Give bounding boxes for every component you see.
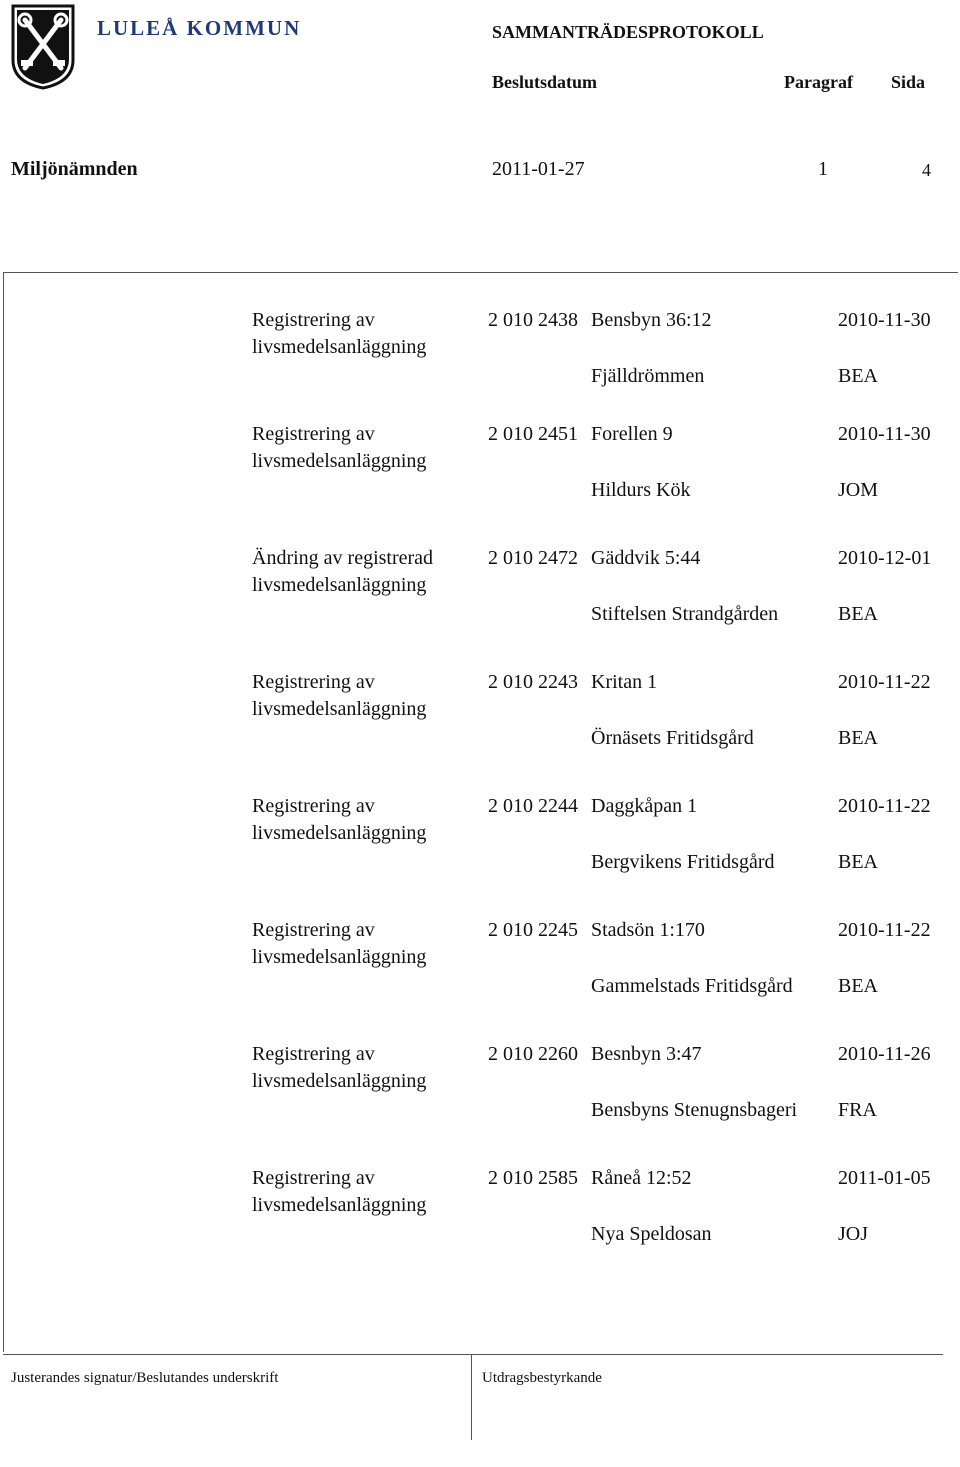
officer-code: BEA: [838, 727, 878, 749]
officer-code: BEA: [838, 603, 878, 625]
officer-code: FRA: [838, 1099, 877, 1121]
establishment-name: Nya Speldosan: [591, 1223, 712, 1245]
content-frame-top-border: [3, 272, 958, 273]
establishment-name: Hildurs Kök: [591, 479, 691, 501]
paragraph-header: Paragraf: [784, 72, 853, 92]
entry-date: 2010-11-30: [838, 423, 931, 445]
document-title: SAMMANTRÄDESPROTOKOLL: [492, 22, 764, 42]
property-designation: Råneå 12:52: [591, 1167, 692, 1189]
certification-label: Utdragsbestyrkande: [482, 1370, 602, 1386]
list-item: [0, 423, 960, 547]
officer-code: BEA: [838, 851, 878, 873]
entry-title-line1: Registrering av: [252, 795, 375, 817]
establishment-name: Fjälldrömmen: [591, 365, 705, 387]
property-designation: Forellen 9: [591, 423, 673, 445]
list-item: [0, 1043, 960, 1167]
officer-code: BEA: [838, 365, 878, 387]
entry-date: 2010-12-01: [838, 547, 932, 569]
entry-title-line1: Registrering av: [252, 309, 375, 331]
signature-box-top-border: [3, 1354, 943, 1355]
case-number: 2 010 2260: [488, 1043, 578, 1065]
entry-title-line2: livsmedelsanläggning: [252, 822, 427, 844]
list-item: [0, 919, 960, 1043]
entry-date: 2010-11-22: [838, 671, 931, 693]
establishment-name: Stiftelsen Strandgården: [591, 603, 779, 625]
decision-date-header: Beslutsdatum: [492, 72, 598, 92]
entry-title-line2: livsmedelsanläggning: [252, 574, 427, 596]
entry-title-line1: Registrering av: [252, 671, 375, 693]
entry-title-line1: Registrering av: [252, 423, 375, 445]
entry-title-line2: livsmedelsanläggning: [252, 336, 427, 358]
entry-date: 2010-11-26: [838, 1043, 931, 1065]
case-number: 2 010 2438: [488, 309, 578, 331]
entry-title-line1: Registrering av: [252, 1167, 375, 1189]
list-item: [0, 547, 960, 671]
page-header: Sida: [891, 72, 926, 92]
property-designation: Kritan 1: [591, 671, 658, 693]
officer-code: BEA: [838, 975, 878, 997]
signature-label: Justerandes signatur/Beslutandes underskrift: [11, 1370, 279, 1386]
list-item: [0, 671, 960, 795]
officer-code: JOM: [838, 479, 879, 501]
entry-title-line2: livsmedelsanläggning: [252, 698, 427, 720]
establishment-name: Gammelstads Fritidsgård: [591, 975, 793, 997]
signature-box-divider: [471, 1354, 472, 1440]
case-number: 2 010 2585: [488, 1167, 578, 1189]
property-designation: Bensbyn 36:12: [591, 309, 712, 331]
establishment-name: Bensbyns Stenugnsbageri: [591, 1099, 798, 1121]
property-designation: Gäddvik 5:44: [591, 547, 701, 569]
entry-date: 2010-11-22: [838, 919, 931, 941]
paragraph-number: 1: [818, 158, 828, 180]
organization-name: LULEÅ KOMMUN: [97, 16, 302, 40]
entry-title-line1: Ändring av registrerad: [252, 547, 434, 569]
property-designation: Besnbyn 3:47: [591, 1043, 702, 1065]
officer-code: JOJ: [838, 1223, 869, 1245]
entry-date: 2010-11-30: [838, 309, 931, 331]
property-designation: Daggkåpan 1: [591, 795, 698, 817]
list-item: [0, 1167, 960, 1291]
property-designation: Stadsön 1:170: [591, 919, 705, 941]
page-number: 4: [922, 160, 931, 180]
entry-title-line1: Registrering av: [252, 919, 375, 941]
entry-date: 2011-01-05: [838, 1167, 931, 1189]
decision-date: 2011-01-27: [492, 158, 585, 180]
entry-title-line2: livsmedelsanläggning: [252, 946, 427, 968]
entry-date: 2010-11-22: [838, 795, 931, 817]
case-number: 2 010 2451: [488, 423, 578, 445]
case-number: 2 010 2472: [488, 547, 578, 569]
list-item: [0, 795, 960, 919]
case-number: 2 010 2243: [488, 671, 578, 693]
municipality-coat-of-arms-logo: [9, 2, 77, 90]
case-number: 2 010 2245: [488, 919, 578, 941]
list-item: [0, 309, 960, 433]
committee-name: Miljönämnden: [11, 158, 138, 180]
entry-title-line1: Registrering av: [252, 1043, 375, 1065]
case-number: 2 010 2244: [488, 795, 578, 817]
entry-title-line2: livsmedelsanläggning: [252, 1070, 427, 1092]
entry-title-line2: livsmedelsanläggning: [252, 450, 427, 472]
establishment-name: Bergvikens Fritidsgård: [591, 851, 775, 873]
establishment-name: Örnäsets Fritidsgård: [591, 727, 754, 749]
entry-title-line2: livsmedelsanläggning: [252, 1194, 427, 1216]
